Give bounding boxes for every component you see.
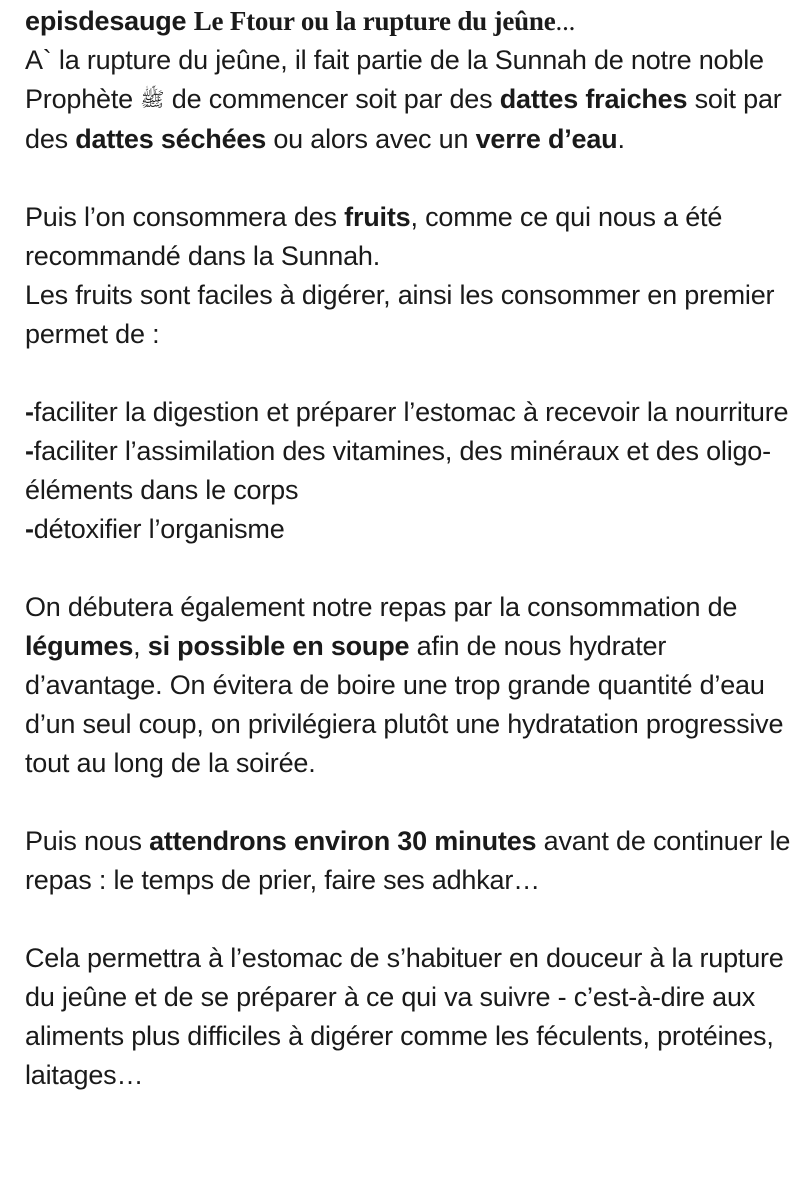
title-ellipsis: ... [555,6,576,36]
paragraph-dates [25,41,805,159]
text-segment: A` la rupture du jeûne, il fait partie de la Sunnah de notre noble Prophète [25,45,764,114]
paragraph-estomac: Cela permettra à l’estomac de s’habituer en douceur à la rupture du jeûne et de se préparer à ce qui va suivre - c’est-à-dire aux aliments plus difficiles à digérer comme les féculents, protéines, laitages… [25,943,784,1090]
benefit-item [25,510,805,549]
text-segment: ou alors avec un [266,124,476,154]
bold-soupe: si possible en soupe [147,631,410,661]
text-segment: , comme ce qui nous a été recommandé dans la Sunnah. [25,202,723,271]
benefit-item [25,432,805,510]
text-segment: afin de nous hydrater d’avantage. On évitera de boire une trop grande quantité d’eau d’un seul coup, on privilégiera plutôt une hydratation progressive tout au long de la soirée. [25,631,784,778]
paragraph-legumes [25,588,805,783]
text-segment: avant de continuer le repas : le temps de prier, faire ses adhkar… [25,826,791,895]
benefit-text: détoxifier l’organisme [33,514,285,544]
paragraph-spacer [25,549,805,588]
paragraph-spacer [25,900,805,939]
bold-30-minutes: attendrons environ 30 minutes [149,826,537,856]
text-segment: . [617,124,625,154]
bold-dattes-fraiches: dattes fraiches [499,84,688,114]
document-body [25,2,805,1095]
text-segment: On débutera également notre repas par la consommation de [25,592,738,622]
paragraph-spacer [25,159,805,198]
bold-verre-deau: verre d’eau [475,124,618,154]
paragraph-attente [25,822,805,900]
text-segment: Puis l’on consommera des [25,202,345,232]
paragraph-fruits [25,198,805,276]
text-segment: , [133,631,148,661]
paragraph-spacer [25,354,805,393]
paragraph-fruits-digest: Les fruits sont faciles à digérer, ainsi les consommer en premier permet de : [25,280,775,349]
benefit-text: faciliter la digestion et préparer l’estomac à recevoir la nourriture [33,397,789,427]
text-segment: de commencer soit par des [164,84,500,114]
username[interactable]: episdesauge [25,6,187,36]
bold-fruits: fruits [344,202,411,232]
dash-bullet: - [25,397,34,427]
text-segment: soit par des [25,84,782,154]
paragraph-spacer [25,783,805,822]
post-title: Le Ftour ou la rupture du jeûne [193,6,556,36]
benefit-text: faciliter l’assimilation des vitamines, des minéraux et des oligo-éléments dans le corps [25,436,771,505]
post-header [25,2,805,41]
bold-dattes-sechees: dattes séchées [75,124,267,154]
benefit-item [25,393,805,432]
text-segment: Puis nous [25,826,150,856]
dash-bullet: - [25,514,34,544]
honorific-ligature: ﷺ [140,89,165,111]
bold-legumes: légumes [25,631,134,661]
dash-bullet: - [25,436,34,466]
